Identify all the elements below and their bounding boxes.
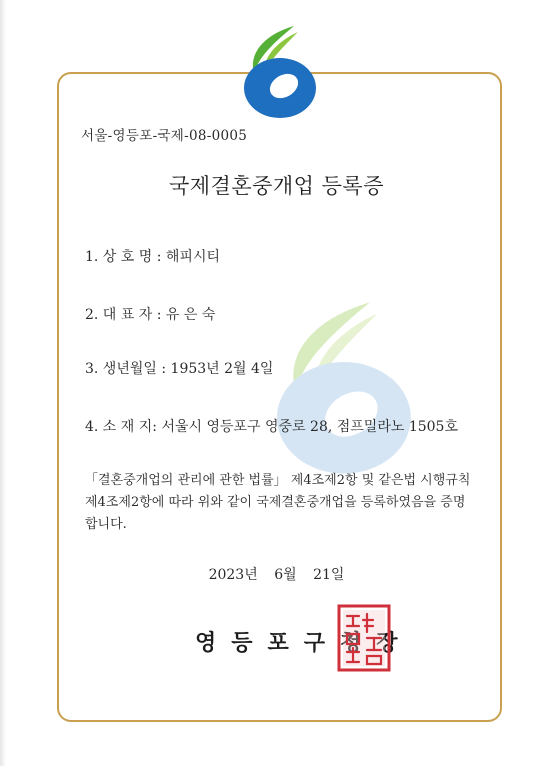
field-value: 1953년 2월 4일 bbox=[170, 361, 274, 377]
field-representative bbox=[85, 304, 215, 324]
date-year: 2023년 bbox=[208, 567, 258, 583]
field-birthdate bbox=[85, 358, 273, 378]
registration-number: 서울-영등포-국제-08-0005 bbox=[81, 128, 248, 144]
issuer-name: 영등포구청장 bbox=[195, 630, 413, 656]
field-value: 유 은 숙 bbox=[165, 307, 216, 323]
field-address bbox=[85, 416, 458, 436]
yeongdeungpo-logo-icon bbox=[236, 22, 322, 122]
field-label: 4. 소 재 지: bbox=[85, 419, 157, 435]
issue-date bbox=[0, 564, 553, 584]
statement-line: 합니다. bbox=[85, 517, 127, 532]
date-day: 21일 bbox=[313, 567, 345, 583]
logo-watermark-icon bbox=[262, 288, 422, 488]
statement-line: 「결혼중개업의 관리에 관한 법률」 제4조제2항 및 같은법 시행규칙 bbox=[85, 473, 471, 488]
field-label: 2. 대 표 자 : bbox=[85, 307, 162, 323]
field-label: 1. 상 호 명 : bbox=[85, 249, 162, 265]
field-business-name bbox=[85, 246, 220, 266]
field-value: 해피시티 bbox=[165, 249, 221, 265]
scan-edge-shadow bbox=[0, 0, 6, 766]
official-seal-icon bbox=[337, 604, 391, 672]
date-month: 6월 bbox=[274, 567, 297, 583]
page-title: 국제결혼중개업 등록증 bbox=[168, 174, 385, 198]
certification-statement bbox=[85, 470, 485, 536]
statement-line: 제4조제2항에 따라 위와 같이 국제결혼중개업을 등록하였음을 증명 bbox=[85, 495, 466, 510]
field-label: 3. 생년월일 : bbox=[85, 361, 167, 377]
field-value: 서울시 영등포구 영중로 28, 점프밀라노 1505호 bbox=[161, 419, 458, 435]
